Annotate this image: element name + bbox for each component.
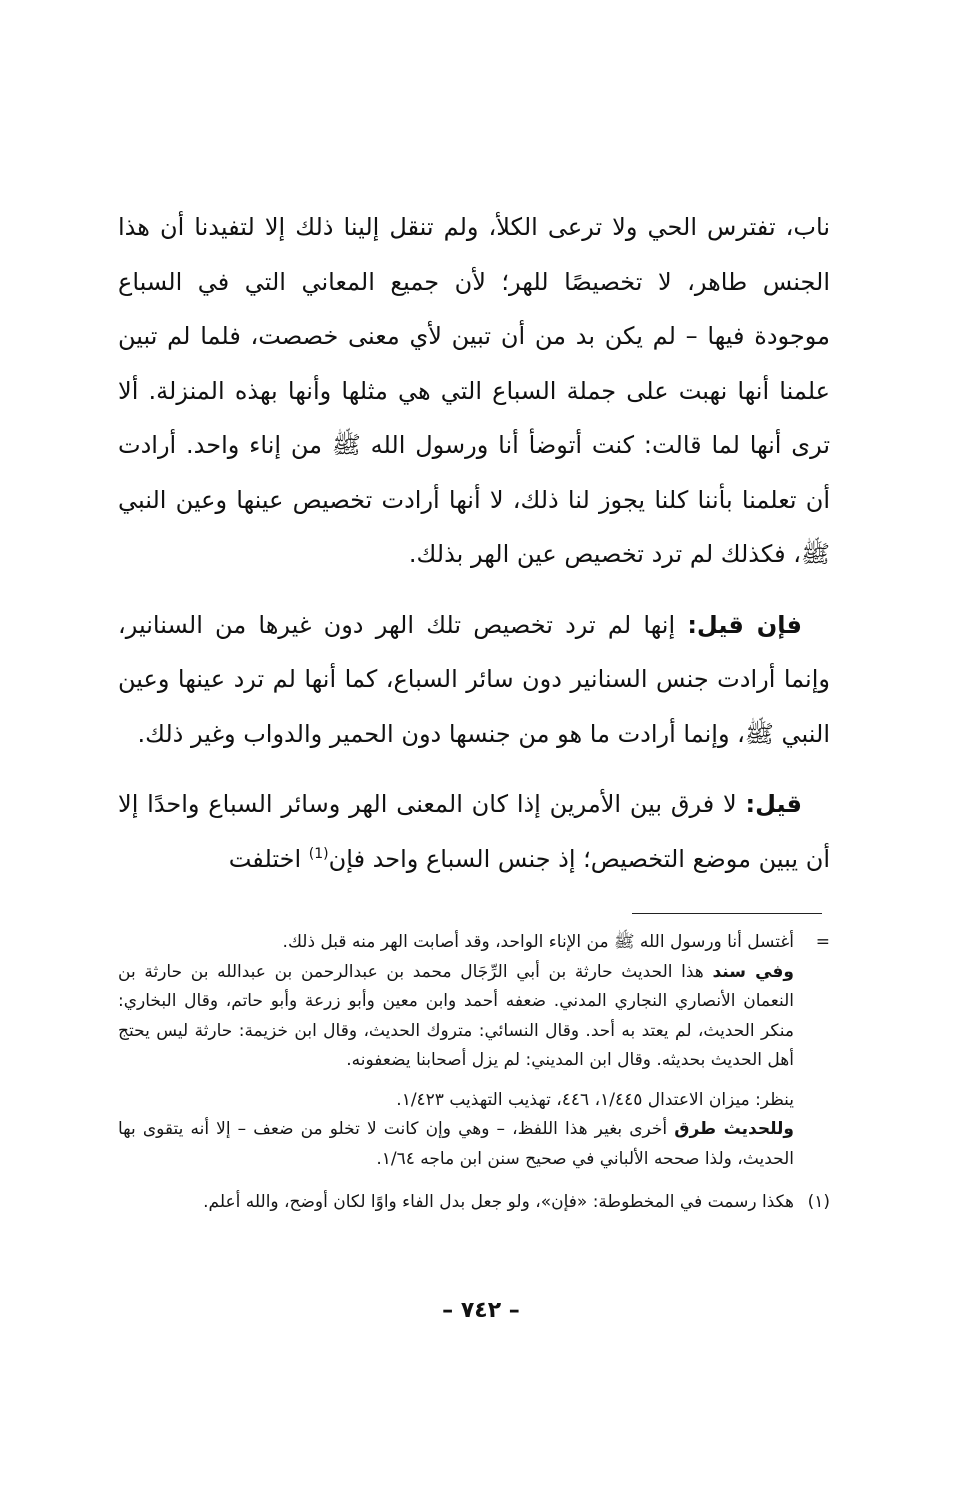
footnote-turuq-lead: وللحديث طرق — [674, 1119, 794, 1139]
paragraph-3-lead: قيل: — [745, 790, 802, 818]
paragraph-3-text: لا فرق بين الأمرين إذا كان المعنى الهر وسائر السباع واحدًا إلا أن يبين موضع التخصيص؛ إذ جنس السباع واحد فإن — [118, 790, 830, 873]
footnote-sanad-text: هذا الحديث حارثة بن أبي الرِّجَال محمد بن عبدالرحمن بن عبدالله بن حارثة بن النعمان الأنصاري النجاري المدني. ضعفه أحمد وابن معين وأبو زرعة وأبو حاتم، وقال البخاري: منكر الحديث، لم يعتد به أحد. وقال النسائي: متروك الحديث، وقال ابن خزيمة: حارثة ليس يحتج أهل الحديث بحديثه. وقال ابن المديني: لم يزل أصحابنا يضعفونه. — [118, 961, 794, 1070]
paragraph-1 — [118, 200, 830, 582]
paragraph-3 — [118, 777, 830, 886]
footnote-1-marker: (١) — [807, 1192, 830, 1212]
footnote-1 — [118, 1188, 830, 1218]
page-number: – ٧٤٢ – — [442, 1298, 520, 1323]
footnote-sanad — [118, 958, 794, 1076]
footnote-reference-1[interactable]: (1) — [308, 845, 329, 862]
continuation-marker: = — [815, 932, 830, 952]
paragraph-1-text: ناب، تفترس الحي ولا ترعى الكلأ، ولم تنقل إلينا ذلك إلا لتفيدنا أن هذا الجنس طاهر، لا تخصيصًا للهر؛ لأن جميع المعاني التي في السباع موجودة فيها – لم يكن بد من أن تبين لأي معنى خصصت، فلما لم تبين علمنا أنها نهبت على جملة السباع التي هي مثلها وأنها بهذه المنزلة. ألا ترى أنها لما قالت: كنت أتوضأ أنا ورسول الله ﷺ من إناء واحد. أرادت أن تعلمنا بأننا كلنا يجوز لنا ذلك، لا أنها أرادت تخصيص عينها وعين النبي ﷺ، فكذلك لم ترد تخصيص عين الهر بذلك. — [118, 213, 830, 568]
footnotes — [118, 928, 830, 1218]
paragraph-2-lead: فإن قيل: — [687, 610, 802, 639]
paragraph-3-tail: اختلفت — [228, 844, 309, 873]
main-text — [118, 200, 830, 886]
footnote-turuq-text: أخرى بغير هذا اللفظ، – وهي وإن كانت لا تخلو من ضعف – إلا أنه يتقوى بها الحديث، ولذا صححه الألباني في صحيح سنن ابن ماجه ١/٦٤. — [118, 1119, 794, 1169]
footnote-continuation — [118, 928, 830, 1174]
footnote-1-text: هكذا رسمت في المخطوطة: «فإن»، ولو جعل بدل الفاء واوًا لكان أوضح، والله أعلم. — [203, 1192, 794, 1212]
footnote-refs: ينظر: ميزان الاعتدال ١/٤٤٥، ٤٤٦، تهذيب التهذيب ١/٤٢٣. — [396, 1089, 794, 1110]
footnote-continuation-line: أغتسل أنا ورسول الله ﷺ من الإناء الواحد، وقد أصابت الهر منه قبل ذلك. — [282, 932, 794, 952]
paragraph-2-text: إنها لم ترد تخصيص تلك الهر دون غيرها من السنانير، وإنما أرادت جنس السنانير دون سائر السباع، كما أنها لم ترد عينها وعين النبي ﷺ، وإنما أرادت ما هو من جنسها دون الحمير والدواب وغير ذلك. — [118, 610, 830, 748]
footnote-sanad-lead: وفي سند — [712, 961, 794, 982]
footnote-turuq — [118, 1115, 794, 1174]
paragraph-2 — [118, 598, 830, 762]
footnote-separator — [632, 913, 822, 914]
